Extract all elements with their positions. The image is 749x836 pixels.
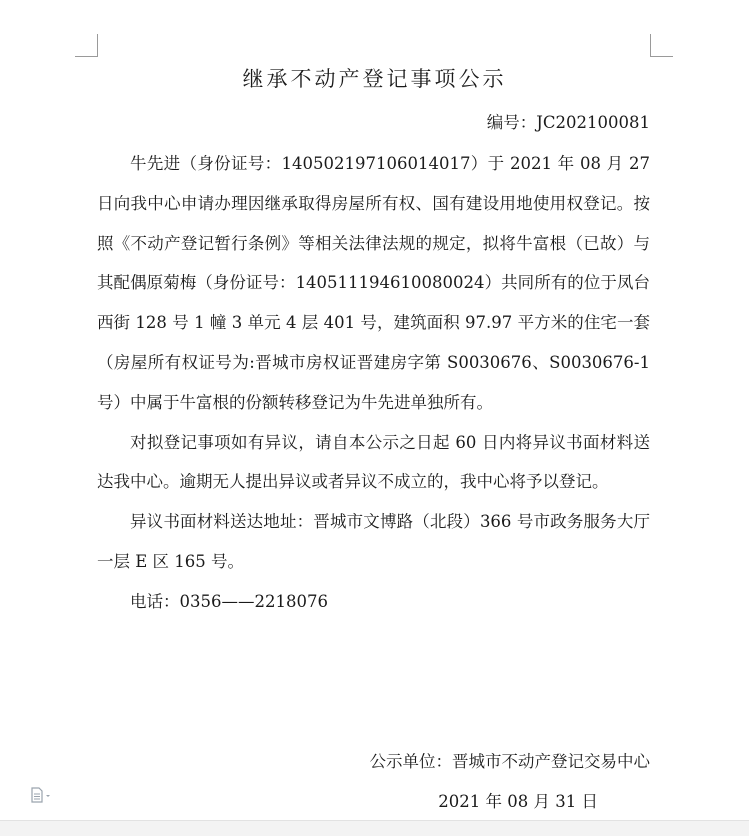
margin-mark-top-left — [75, 34, 98, 57]
paragraph-application: 牛先进（身份证号：140502197106014017）于 2021 年 08 月 27 日向我中心申请办理因继承取得房屋所有权、国有建设用地使用权登记。按照《不动产登记暂行条例》等相关法律法规的规定，拟将牛富根（已故）与其配偶原菊梅（身份证号：140511194610080024）共同所有的位于凤台西街 128 号 1 幢 3 单元 4 层 401 号，建筑面积 97.97 平方米的住宅一套（房屋所有权证号为:晋城市房权证晋建房字第 S0030676、S0030676-1 号）中属于牛富根的份额转移登记为牛先进单独所有。 — [97, 154, 650, 412]
signature-organization: 公示单位：晋城市不动产登记交易中心 — [369, 752, 650, 771]
paragraph-address: 异议书面材料送达地址：晋城市文博路（北段）366 号市政务服务大厅一层 E 区 165 号。 — [97, 512, 650, 571]
document-icon[interactable] — [30, 787, 52, 803]
signature-date: 2021 年 08 月 31 日 — [438, 792, 598, 811]
document-body — [97, 144, 650, 622]
paragraph-objection: 对拟登记事项如有异议，请自本公示之日起 60 日内将异议书面材料送达我中心。逾期无人提出异议或者异议不成立的，我中心将予以登记。 — [97, 432, 650, 492]
paragraph-phone: 电话：0356——2218076 — [130, 591, 328, 611]
document-number: 编号：JC202100081 — [486, 113, 650, 132]
document-title: 继承不动产登记事项公示 — [242, 67, 507, 91]
margin-mark-top-right — [650, 34, 673, 57]
status-bar — [0, 820, 749, 836]
